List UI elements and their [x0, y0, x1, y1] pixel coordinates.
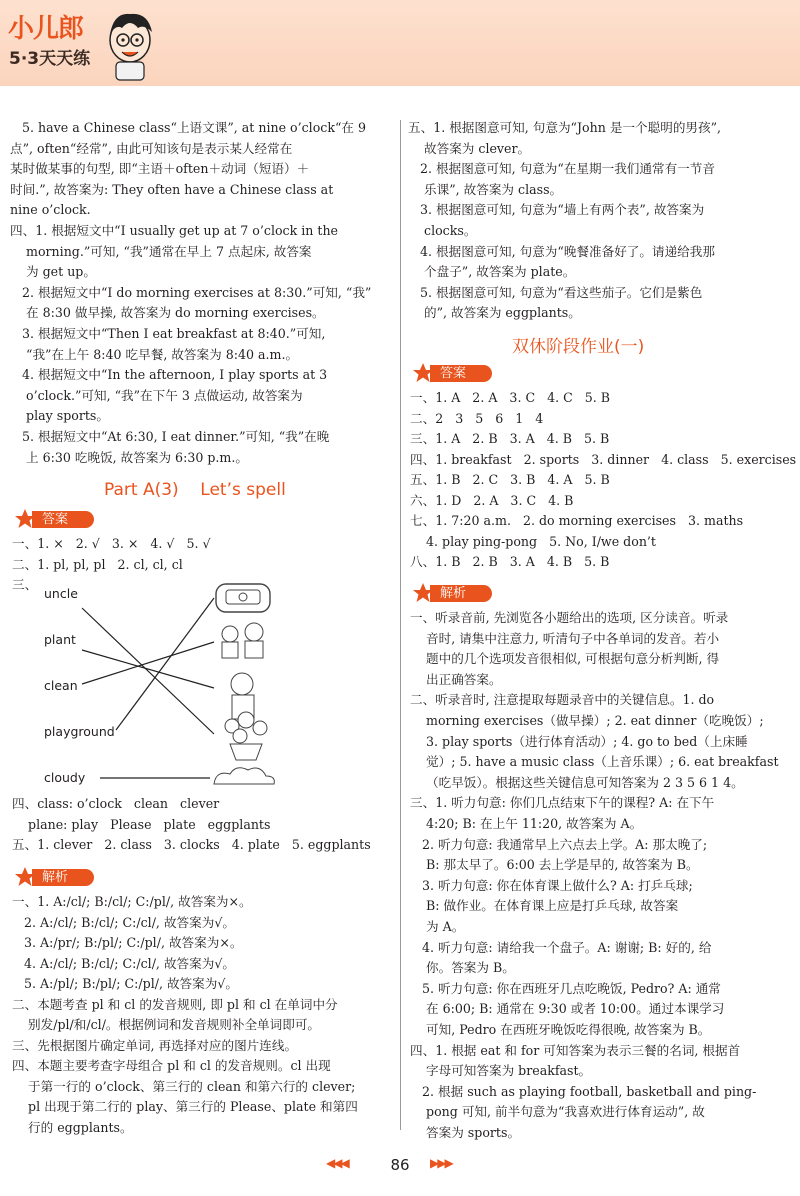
text-line	[10, 283, 371, 303]
text-line-content: 2. 听力句意: 我通常早上六点去上学。A: 那太晚了;	[410, 836, 708, 852]
text-line	[410, 999, 724, 1019]
text-line-content: clocks。	[408, 223, 477, 238]
text-line	[10, 324, 325, 344]
text-line-content: B: 做作业。在体育课上应是打乒乓球, 故答案	[410, 898, 679, 914]
text-line	[410, 814, 642, 834]
text-line	[12, 534, 211, 554]
text-line-content: 4:20; B: 在上午 11:20, 故答案为 A。	[410, 816, 643, 831]
text-line	[10, 221, 338, 241]
text-line-content: 3. 根据图意可知, 句意为“墙上有两个表”, 故答案为	[408, 202, 705, 218]
text-line-content: 二、听录音时, 注意提取每题录音中的关键信息。1. do	[410, 692, 715, 708]
cloud-picture-icon	[214, 768, 274, 784]
text-line-content: 5. 根据短文中“At 6:30, I eat dinner.”可知, “我”在晚	[10, 429, 330, 444]
match-word: cloudy	[44, 770, 86, 785]
text-line-content: 出正确答案。	[410, 671, 502, 687]
analysis-label: 解析	[430, 585, 492, 602]
text-line	[410, 1102, 705, 1122]
text-line	[408, 118, 721, 138]
section-title: 双休阶段作业(一)	[512, 337, 645, 357]
text-line	[10, 365, 327, 385]
text-line	[408, 242, 715, 262]
text-line-content: 5. 听力句意: 你在西班牙几点吃晚饭, Pedro? A: 通常	[410, 980, 721, 996]
text-line	[12, 1097, 358, 1117]
text-line-content: 五、1. 根据图意可知, 句意为“John 是一个聪明的男孩”,	[408, 120, 722, 135]
text-line	[12, 1077, 355, 1097]
text-line-content: 七、1. 7:20 a.m. 2. do morning exercises 3. maths	[410, 513, 744, 528]
text-line	[408, 159, 715, 179]
text-line	[12, 794, 219, 814]
text-line-content: 故答案为 clever。	[408, 140, 531, 156]
text-line-content: B: 那太早了。6:00 去上学是早的, 故答案为 B。	[410, 857, 699, 873]
text-line-content: 三、1. 听力句意: 你们几点结束下午的课程? A: 在下午	[410, 795, 715, 811]
column-divider	[400, 120, 401, 1130]
match-word: plant	[44, 632, 76, 647]
text-line-content: 在 8:30 做早操, 故答案为 do morning exercises。	[10, 305, 325, 321]
match-lines	[40, 580, 300, 795]
text-line-content: （吃早饭）。根据这些关键信息可知答案为 2 3 5 6 1 4。	[410, 774, 744, 790]
text-line	[410, 876, 693, 896]
children-picture-icon	[222, 623, 263, 658]
text-line-content: 时间.”, 故答案为: They often have a Chinese class at	[10, 181, 334, 197]
text-line-content: 字母可知答案为 breakfast。	[410, 1063, 592, 1079]
text-line-content: 四、1. 根据 eat 和 for 可知答案为表示三餐的名词, 根据首	[410, 1042, 741, 1058]
part-title: Part A(3) Let’s spell	[104, 480, 286, 500]
text-line	[12, 954, 235, 974]
text-line-content: 答案为 sports。	[410, 1125, 521, 1140]
text-line-content: 四、class: o’clock clean clever	[12, 796, 220, 811]
text-line-content: 一、1. A 2. A 3. C 4. C 5. B	[410, 390, 611, 405]
text-line-content: 4. 根据短文中“In the afternoon, I play sports at 3	[10, 367, 328, 383]
text-line-content: 二、2 3 5 6 1 4	[410, 410, 544, 426]
text-line	[410, 979, 721, 999]
text-line	[410, 552, 609, 572]
text-line-content: 某时做某事的句型, 即“主语＋often＋动词（短语）＋	[10, 161, 310, 177]
match-word: playground	[44, 724, 115, 739]
text-line-content: o’clock.”可知, “我”在下午 3 点做运动, 故答案为	[10, 387, 303, 403]
text-line-content: 上 6:30 吃晚饭, 故答案为 6:30 p.m.。	[10, 449, 248, 465]
text-line-content: 3. play sports（进行体育活动）; 4. go to bed（上床睡	[410, 733, 748, 749]
text-line	[10, 345, 298, 365]
text-line-content: 在 6:00; B: 通常在 9:30 或者 10:00。通过本课学习	[410, 1001, 725, 1017]
text-line-content: 五、1. B 2. C 3. B 4. A 5. B	[410, 472, 610, 487]
text-line	[12, 995, 338, 1015]
text-line-content: 三、	[12, 577, 38, 592]
text-line	[410, 773, 744, 793]
text-line-content: 2. A:/cl/; B:/cl/; C:/cl/, 故答案为√。	[12, 914, 235, 930]
match-line	[82, 608, 214, 734]
logo-subtitle: 5·3天天练	[9, 49, 91, 69]
text-line-content: pong 可知, 前半句意为“我喜欢进行体育运动”, 故	[410, 1104, 705, 1120]
text-line-content: 五、1. clever 2. class 3. clocks 4. plate 5. eggplants	[12, 837, 371, 852]
text-line-content: 三、1. A 2. B 3. A 4. B 5. B	[410, 431, 610, 446]
text-line-content: 可知, Pedro 在西班牙晚饭吃得很晚, 故答案为 B。	[410, 1022, 711, 1037]
text-line	[12, 1036, 297, 1056]
text-line-content: 二、1. pl, pl, pl 2. cl, cl, cl	[12, 556, 183, 572]
text-line	[12, 835, 371, 855]
text-line-content: 题中的几个选项发音很相似, 可根据句意分析判断, 得	[410, 651, 720, 667]
text-line-content: 你。答案为 B。	[410, 960, 515, 976]
text-line-content: 点”, often“经常”, 由此可知该句是表示某人经常在	[10, 140, 293, 156]
text-line	[12, 1118, 133, 1138]
text-line	[410, 1020, 710, 1040]
answers-label: 答案	[32, 511, 94, 528]
text-line	[410, 917, 464, 937]
grandpa-picture-icon	[231, 673, 254, 719]
text-line-content: 3. A:/pr/; B:/pl/; C:/pl/, 故答案为×。	[12, 935, 243, 950]
mascot-boy-icon	[100, 6, 160, 82]
text-line	[10, 118, 366, 138]
text-line	[10, 139, 292, 159]
text-line-content: 一、听录音前, 先浏览各小题给出的选项, 区分读音。听录	[410, 610, 729, 625]
text-line-content: 为 A。	[410, 919, 465, 934]
text-line	[408, 139, 530, 159]
text-line-content: nine o’clock.	[10, 202, 91, 218]
text-line	[10, 303, 325, 323]
text-line-content: 八、1. B 2. B 3. A 4. B 5. B	[410, 554, 610, 569]
text-line	[410, 511, 743, 531]
text-line-content: 2. 根据图意可知, 句意为“在星期一我们通常有一节音	[408, 161, 715, 177]
text-line	[410, 429, 609, 449]
text-line	[410, 732, 748, 752]
answers-label: 答案	[430, 365, 492, 382]
text-line-content: 四、本题主要考查字母组合 pl 和 cl 的发音规则。cl 出现	[12, 1058, 331, 1073]
text-line	[10, 448, 248, 468]
text-line	[410, 388, 610, 408]
text-line-content: 行的 eggplants。	[12, 1119, 133, 1135]
text-line	[410, 752, 779, 772]
text-line	[410, 711, 764, 731]
text-line	[12, 892, 252, 912]
text-line-content: 的”, 故答案为 eggplants。	[408, 305, 581, 321]
text-line	[410, 1123, 520, 1143]
text-line	[410, 409, 543, 429]
text-line	[410, 1061, 591, 1081]
flower-pot-picture-icon	[225, 712, 267, 760]
text-line	[410, 938, 711, 958]
header-bar	[0, 0, 800, 86]
text-line	[410, 532, 656, 552]
text-line-content: 三、先根据图片确定单词, 再选择对应的图片连线。	[12, 1037, 298, 1053]
text-line	[12, 974, 238, 994]
match-line	[82, 650, 214, 688]
text-line-content: 为 get up。	[10, 264, 96, 280]
text-line	[410, 1041, 740, 1061]
text-line-content: 5. A:/pl/; B:/pl/; C:/pl/, 故答案为√。	[12, 976, 238, 991]
prev-arrows-icon: ◀◀◀	[326, 1156, 348, 1170]
clock-picture-icon	[216, 584, 270, 612]
text-line	[408, 200, 704, 220]
text-line-content: plane: play Please plate eggplants	[12, 816, 271, 832]
text-line	[408, 180, 562, 200]
text-line	[10, 242, 312, 262]
text-line-content: 一、1. A:/cl/; B:/cl/; C:/pl/, 故答案为×。	[12, 894, 252, 909]
text-line	[12, 1015, 320, 1035]
text-line	[410, 958, 515, 978]
analysis-label: 解析	[32, 869, 94, 886]
text-line-content: 二、本题考查 pl 和 cl 的发音规则, 即 pl 和 cl 在单词中分	[12, 996, 338, 1012]
text-line	[410, 608, 728, 628]
logo-title: 小儿郎	[8, 14, 84, 44]
text-line-content: 3. 根据短文中“Then I eat breakfast at 8:40.”可知,	[10, 326, 326, 341]
text-line	[10, 159, 309, 179]
text-line-content: morning.”可知, “我”通常在早上 7 点起床, 故答案	[10, 243, 312, 259]
text-line	[410, 470, 610, 490]
text-line	[410, 835, 707, 855]
text-line	[410, 649, 719, 669]
text-line	[410, 690, 714, 710]
text-line-content: 四、1. breakfast 2. sports 3. dinner 4. class 5. exercises	[410, 451, 797, 467]
match-line	[82, 642, 214, 684]
text-line-content: morning exercises（做早操）; 2. eat dinner（吃晚饭）;	[410, 713, 764, 728]
text-line	[12, 555, 183, 575]
match-word: clean	[44, 678, 78, 693]
text-line	[410, 855, 699, 875]
text-line	[410, 629, 719, 649]
text-line	[10, 200, 91, 220]
text-line-content: 一、1. × 2. √ 3. × 4. √ 5. √	[12, 536, 211, 551]
text-line-content: 2. 根据短文中“I do morning exercises at 8:30.”可知, “我”	[10, 284, 372, 300]
text-line-content: “我”在上午 8:40 吃早餐, 故答案为 8:40 a.m.。	[10, 346, 299, 362]
matching-exercise	[40, 580, 300, 790]
match-word: uncle	[44, 586, 78, 601]
text-line-content: 5. have a Chinese class“上语文课”, at nine o’clock“在 9	[10, 120, 367, 135]
text-line-content: 乐课”, 故答案为 class。	[408, 181, 563, 197]
text-line	[10, 180, 333, 200]
text-line-content: 4. A:/cl/; B:/cl/; C:/cl/, 故答案为√。	[12, 955, 235, 971]
text-line-content: 3. 听力句意: 你在体育课上做什么? A: 打乒乓球;	[410, 877, 693, 893]
text-line	[408, 283, 702, 303]
text-line-content: 六、1. D 2. A 3. C 4. B	[410, 492, 574, 508]
text-line	[408, 303, 581, 323]
text-line-content: 4. 听力句意: 请给我一个盘子。A: 谢谢; B: 好的, 给	[410, 939, 712, 955]
text-line-content: pl 出现于第二行的 play、第三行的 Please、plate 和第四	[12, 1099, 358, 1114]
next-arrows-icon: ▶▶▶	[430, 1156, 452, 1170]
text-line-content: 觉）; 5. have a music class（上音乐课）; 6. eat breakfast	[410, 754, 779, 770]
text-line-content: 2. 根据 such as playing football, basketball and ping-	[410, 1083, 757, 1099]
text-line-content: 音时, 请集中注意力, 听清句子中各单词的发音。若小	[410, 630, 720, 646]
text-line-content: 5. 根据图意可知, 句意为“看这些茄子。它们是紫色	[408, 284, 703, 300]
text-line	[12, 1056, 331, 1076]
text-line	[410, 670, 502, 690]
text-line	[12, 815, 270, 835]
text-line-content: 于第一行的 o’clock、第三行的 clean 和第六行的 clever;	[12, 1078, 356, 1094]
text-line	[12, 913, 235, 933]
text-line	[10, 427, 329, 447]
text-line	[10, 386, 303, 406]
text-line	[12, 933, 242, 953]
text-line-content: 个盘子”, 故答案为 plate。	[408, 264, 576, 280]
text-line-content: 4. 根据图意可知, 句意为“晚餐准备好了。请递给我那	[408, 243, 715, 259]
text-line-content: play sports。	[10, 408, 109, 424]
text-line	[10, 262, 96, 282]
text-line-content: 四、1. 根据短文中“I usually get up at 7 o’clock in the	[10, 223, 339, 238]
text-line-content: 4. play ping-pong 5. No, I/we don’t	[410, 533, 656, 549]
text-line	[12, 575, 37, 595]
text-line-content: 别发/pl/和/cl/。根据例词和发音规则补全单词即可。	[12, 1017, 321, 1032]
text-line	[410, 491, 573, 511]
text-line	[408, 221, 476, 241]
text-line	[410, 450, 796, 470]
text-line	[10, 406, 109, 426]
page-number: 86	[390, 1156, 410, 1174]
text-line	[410, 1082, 756, 1102]
text-line	[410, 793, 714, 813]
text-line	[408, 262, 575, 282]
text-line	[410, 896, 678, 916]
